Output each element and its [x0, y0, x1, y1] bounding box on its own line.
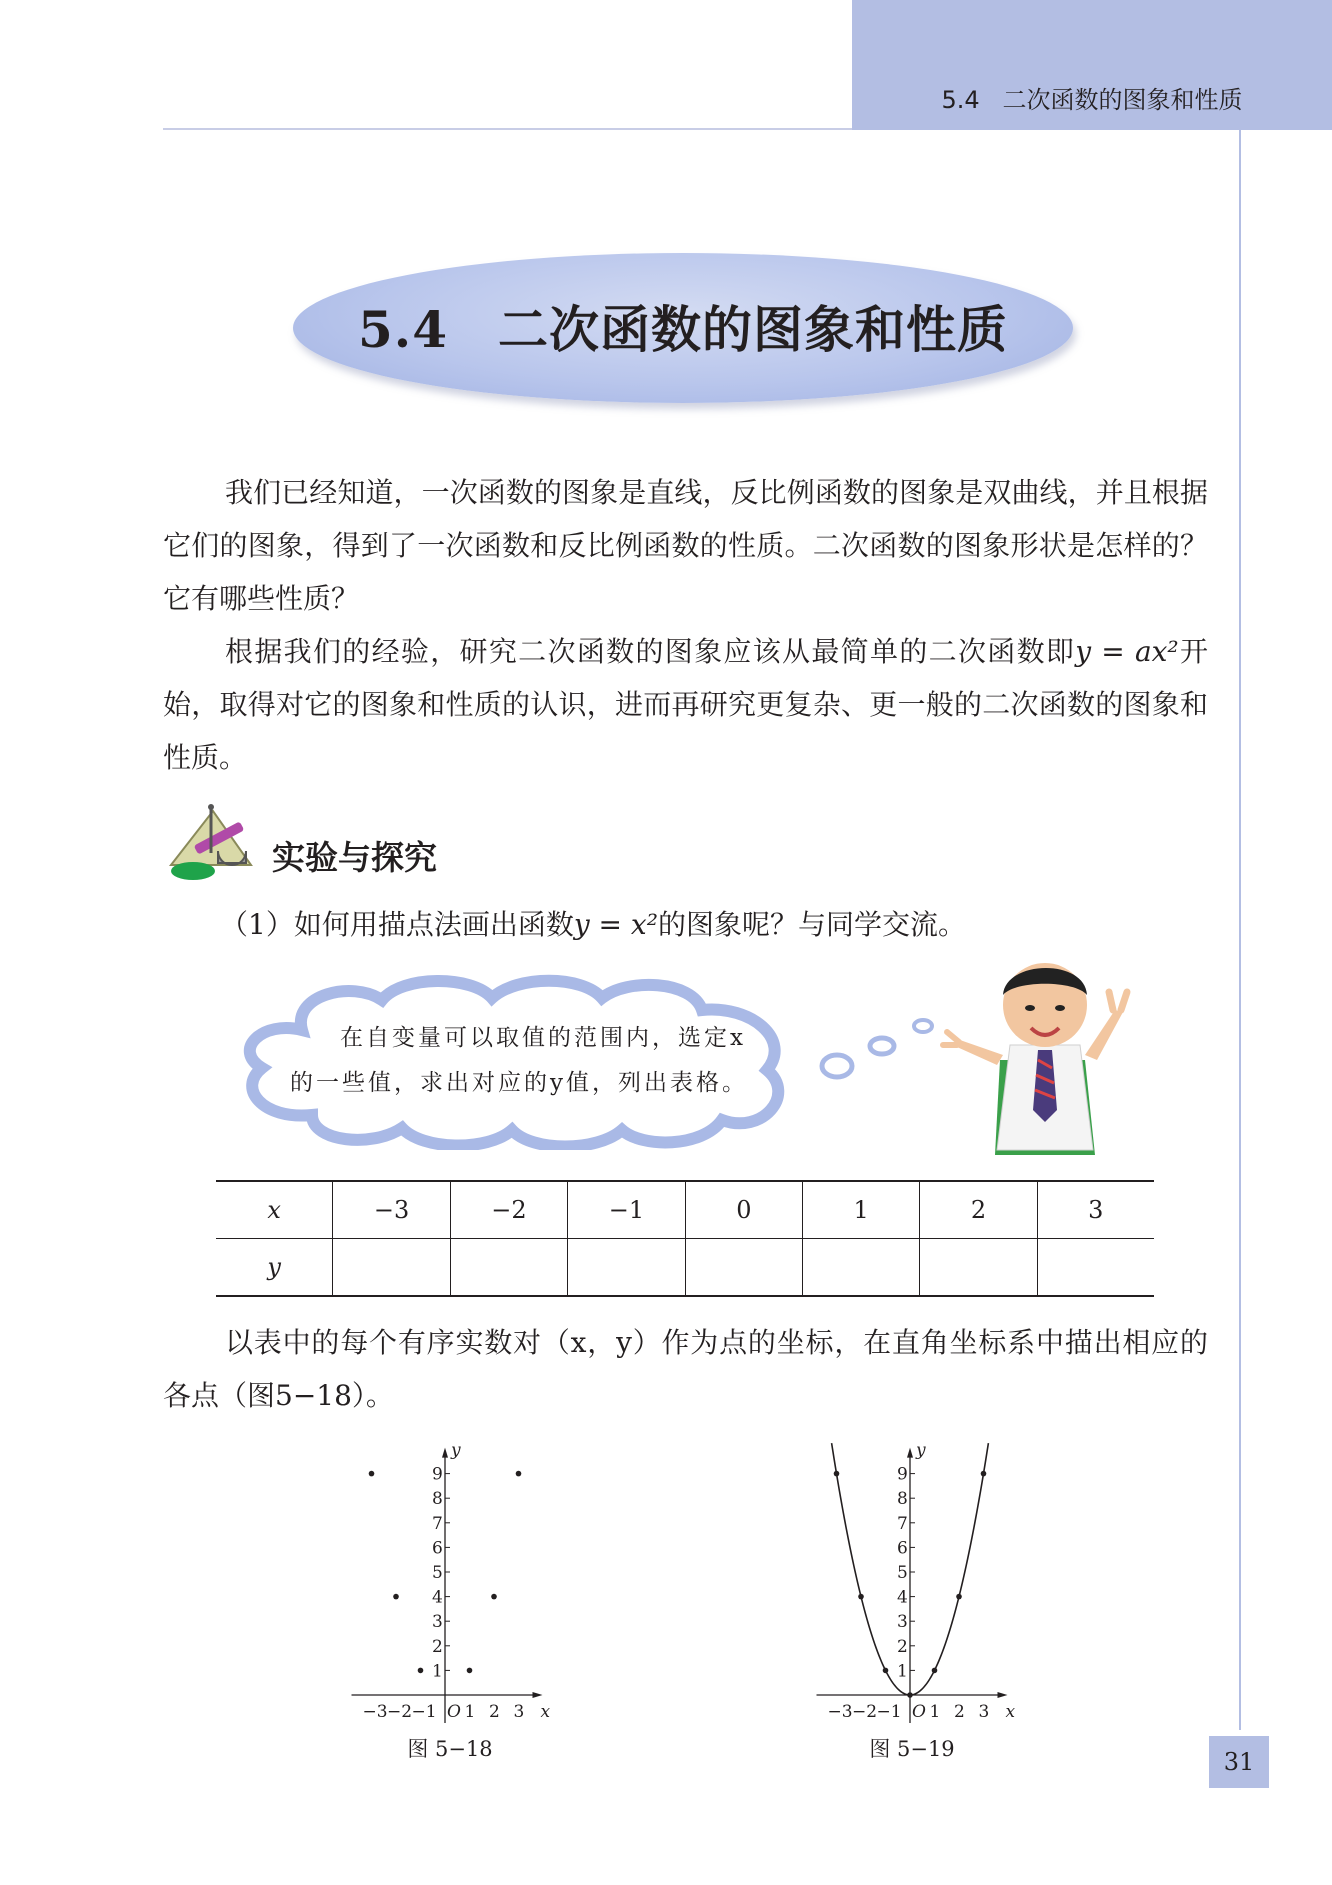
boy-illustration — [935, 950, 1155, 1155]
table-cell-y — [685, 1239, 802, 1297]
value-table — [216, 1180, 1154, 1297]
data-point — [932, 1668, 938, 1674]
table-cell-y — [920, 1239, 1037, 1297]
table-cell-y — [568, 1239, 685, 1297]
origin-label: O — [912, 1702, 926, 1722]
x-tick-label: 1 — [929, 1702, 941, 1722]
intro-p2-after: 开始，取得对它的图象和性质的认识，进而再研究更复杂、更一般的二次函数的图象和性质。 — [163, 635, 1208, 774]
data-point — [858, 1594, 864, 1600]
section-title — [293, 290, 1073, 362]
table-header-y: y — [216, 1239, 333, 1297]
y-tick-label: 4 — [432, 1587, 443, 1608]
formula-y-ax2: y = ax² — [1075, 635, 1179, 668]
origin-label: O — [447, 1702, 461, 1722]
data-point — [393, 1594, 399, 1600]
x-tick-label: −1 — [411, 1702, 437, 1722]
y-tick-label: 2 — [897, 1636, 908, 1657]
x-tick-label: 1 — [464, 1702, 476, 1722]
data-point — [467, 1668, 473, 1674]
section-title-number: 5.4 — [358, 300, 448, 359]
data-point — [516, 1471, 522, 1477]
data-point — [907, 1692, 913, 1698]
intro-p2-before: 根据我们的经验，研究二次函数的图象应该从最简单的二次函数即 — [225, 635, 1076, 668]
data-point — [981, 1471, 987, 1477]
y-tick-label: 2 — [432, 1636, 443, 1657]
x-tick-label: 3 — [978, 1702, 990, 1722]
margin-rule — [1239, 130, 1241, 1730]
figure-5-19-caption: 图 5−19 — [869, 1737, 955, 1761]
y-tick-label: 9 — [432, 1464, 443, 1485]
header-section-title: 二次函数的图象和性质 — [1002, 86, 1243, 114]
cloud-text — [290, 1016, 760, 1106]
table-cell-x: 1 — [802, 1181, 919, 1239]
y-tick-label: 6 — [432, 1538, 443, 1559]
figure-5-18-caption: 图 5−18 — [407, 1737, 493, 1761]
y-tick-label: 7 — [897, 1513, 908, 1534]
intro-paragraph-1: 我们已经知道，一次函数的图象是直线，反比例函数的图象是双曲线，并且根据它们的图象，得到了一次函数和反比例函数的性质。二次函数的图象形状是怎样的？它有哪些性质？ — [163, 476, 1208, 615]
table-cell-y — [802, 1239, 919, 1297]
question-1 — [220, 900, 966, 950]
y-axis-arrow — [442, 1448, 448, 1458]
data-point — [956, 1594, 962, 1600]
x-tick-label: 2 — [954, 1702, 965, 1722]
y-tick-label: 8 — [432, 1489, 443, 1510]
x-tick-label: −2 — [387, 1702, 413, 1722]
table-cell-x: −3 — [333, 1181, 450, 1239]
y-axis-label: y — [916, 1440, 926, 1461]
y-tick-label: 6 — [897, 1538, 908, 1559]
x-tick-label: −1 — [876, 1702, 902, 1722]
x-tick-label: 2 — [489, 1702, 500, 1722]
page-number: 31 — [1209, 1736, 1269, 1788]
y-tick-label: 5 — [432, 1563, 443, 1583]
cloud-line-1: 在自变量可以取值的范围内，选定x — [340, 1025, 746, 1051]
table-row-x — [216, 1181, 1154, 1239]
question-1-before: （1）如何用描点法画出函数 — [220, 908, 574, 941]
question-1-after: 的图象呢？与同学交流。 — [657, 908, 966, 941]
y-tick-label: 7 — [432, 1513, 443, 1534]
x-tick-label: −3 — [827, 1702, 853, 1722]
y-tick-label: 9 — [897, 1464, 908, 1485]
formula-y-x2: y = x² — [573, 908, 658, 941]
header-section-number: 5.4 — [941, 86, 980, 114]
figure-5-19-parabola — [805, 1440, 1045, 1730]
data-point — [418, 1668, 424, 1674]
x-tick-label: −3 — [362, 1702, 388, 1722]
table-cell-x: −2 — [450, 1181, 567, 1239]
table-cell-x: −1 — [568, 1181, 685, 1239]
table-cell-y — [1037, 1239, 1154, 1297]
table-header-x: x — [216, 1181, 333, 1239]
y-axis-arrow — [907, 1448, 913, 1458]
y-tick-label: 1 — [897, 1661, 908, 1682]
y-tick-label: 8 — [897, 1489, 908, 1510]
x-tick-label: 3 — [513, 1702, 525, 1722]
y-axis-label: y — [451, 1440, 461, 1461]
data-point — [834, 1471, 840, 1477]
table-cell-x: 3 — [1037, 1181, 1154, 1239]
y-tick-label: 5 — [897, 1563, 908, 1583]
explore-heading: 实验与探究 — [272, 838, 437, 877]
section-title-text: 二次函数的图象和性质 — [498, 300, 1008, 359]
data-point — [491, 1594, 497, 1600]
y-tick-label: 3 — [432, 1612, 443, 1633]
cloud-line-2: 的一些值，求出对应的y值，列出表格。 — [290, 1070, 748, 1096]
x-tick-label: −2 — [852, 1702, 878, 1722]
intro-paragraph-2 — [163, 625, 1208, 784]
thought-bubbles — [815, 1010, 945, 1090]
x-axis-label: x — [540, 1702, 551, 1722]
y-tick-label: 1 — [432, 1661, 443, 1682]
data-point — [369, 1471, 375, 1477]
table-cell-y — [333, 1239, 450, 1297]
running-header — [852, 0, 1332, 130]
x-axis-arrow — [533, 1692, 543, 1698]
plot-instruction-paragraph: 以表中的每个有序实数对（x，y）作为点的坐标，在直角坐标系中描出相应的各点（图5−18）。 — [163, 1326, 1208, 1412]
figure-5-18-scatter — [340, 1440, 580, 1730]
header-rule — [163, 128, 853, 130]
table-cell-y — [450, 1239, 567, 1297]
table-cell-x: 0 — [685, 1181, 802, 1239]
running-header-text — [852, 80, 1332, 115]
table-row-y — [216, 1239, 1154, 1297]
table-cell-x: 2 — [920, 1181, 1037, 1239]
data-point — [883, 1668, 889, 1674]
x-axis-arrow — [998, 1692, 1008, 1698]
x-axis-label: x — [1005, 1702, 1016, 1722]
y-tick-label: 4 — [897, 1587, 908, 1608]
experiment-icon — [163, 803, 258, 883]
y-tick-label: 3 — [897, 1612, 908, 1633]
